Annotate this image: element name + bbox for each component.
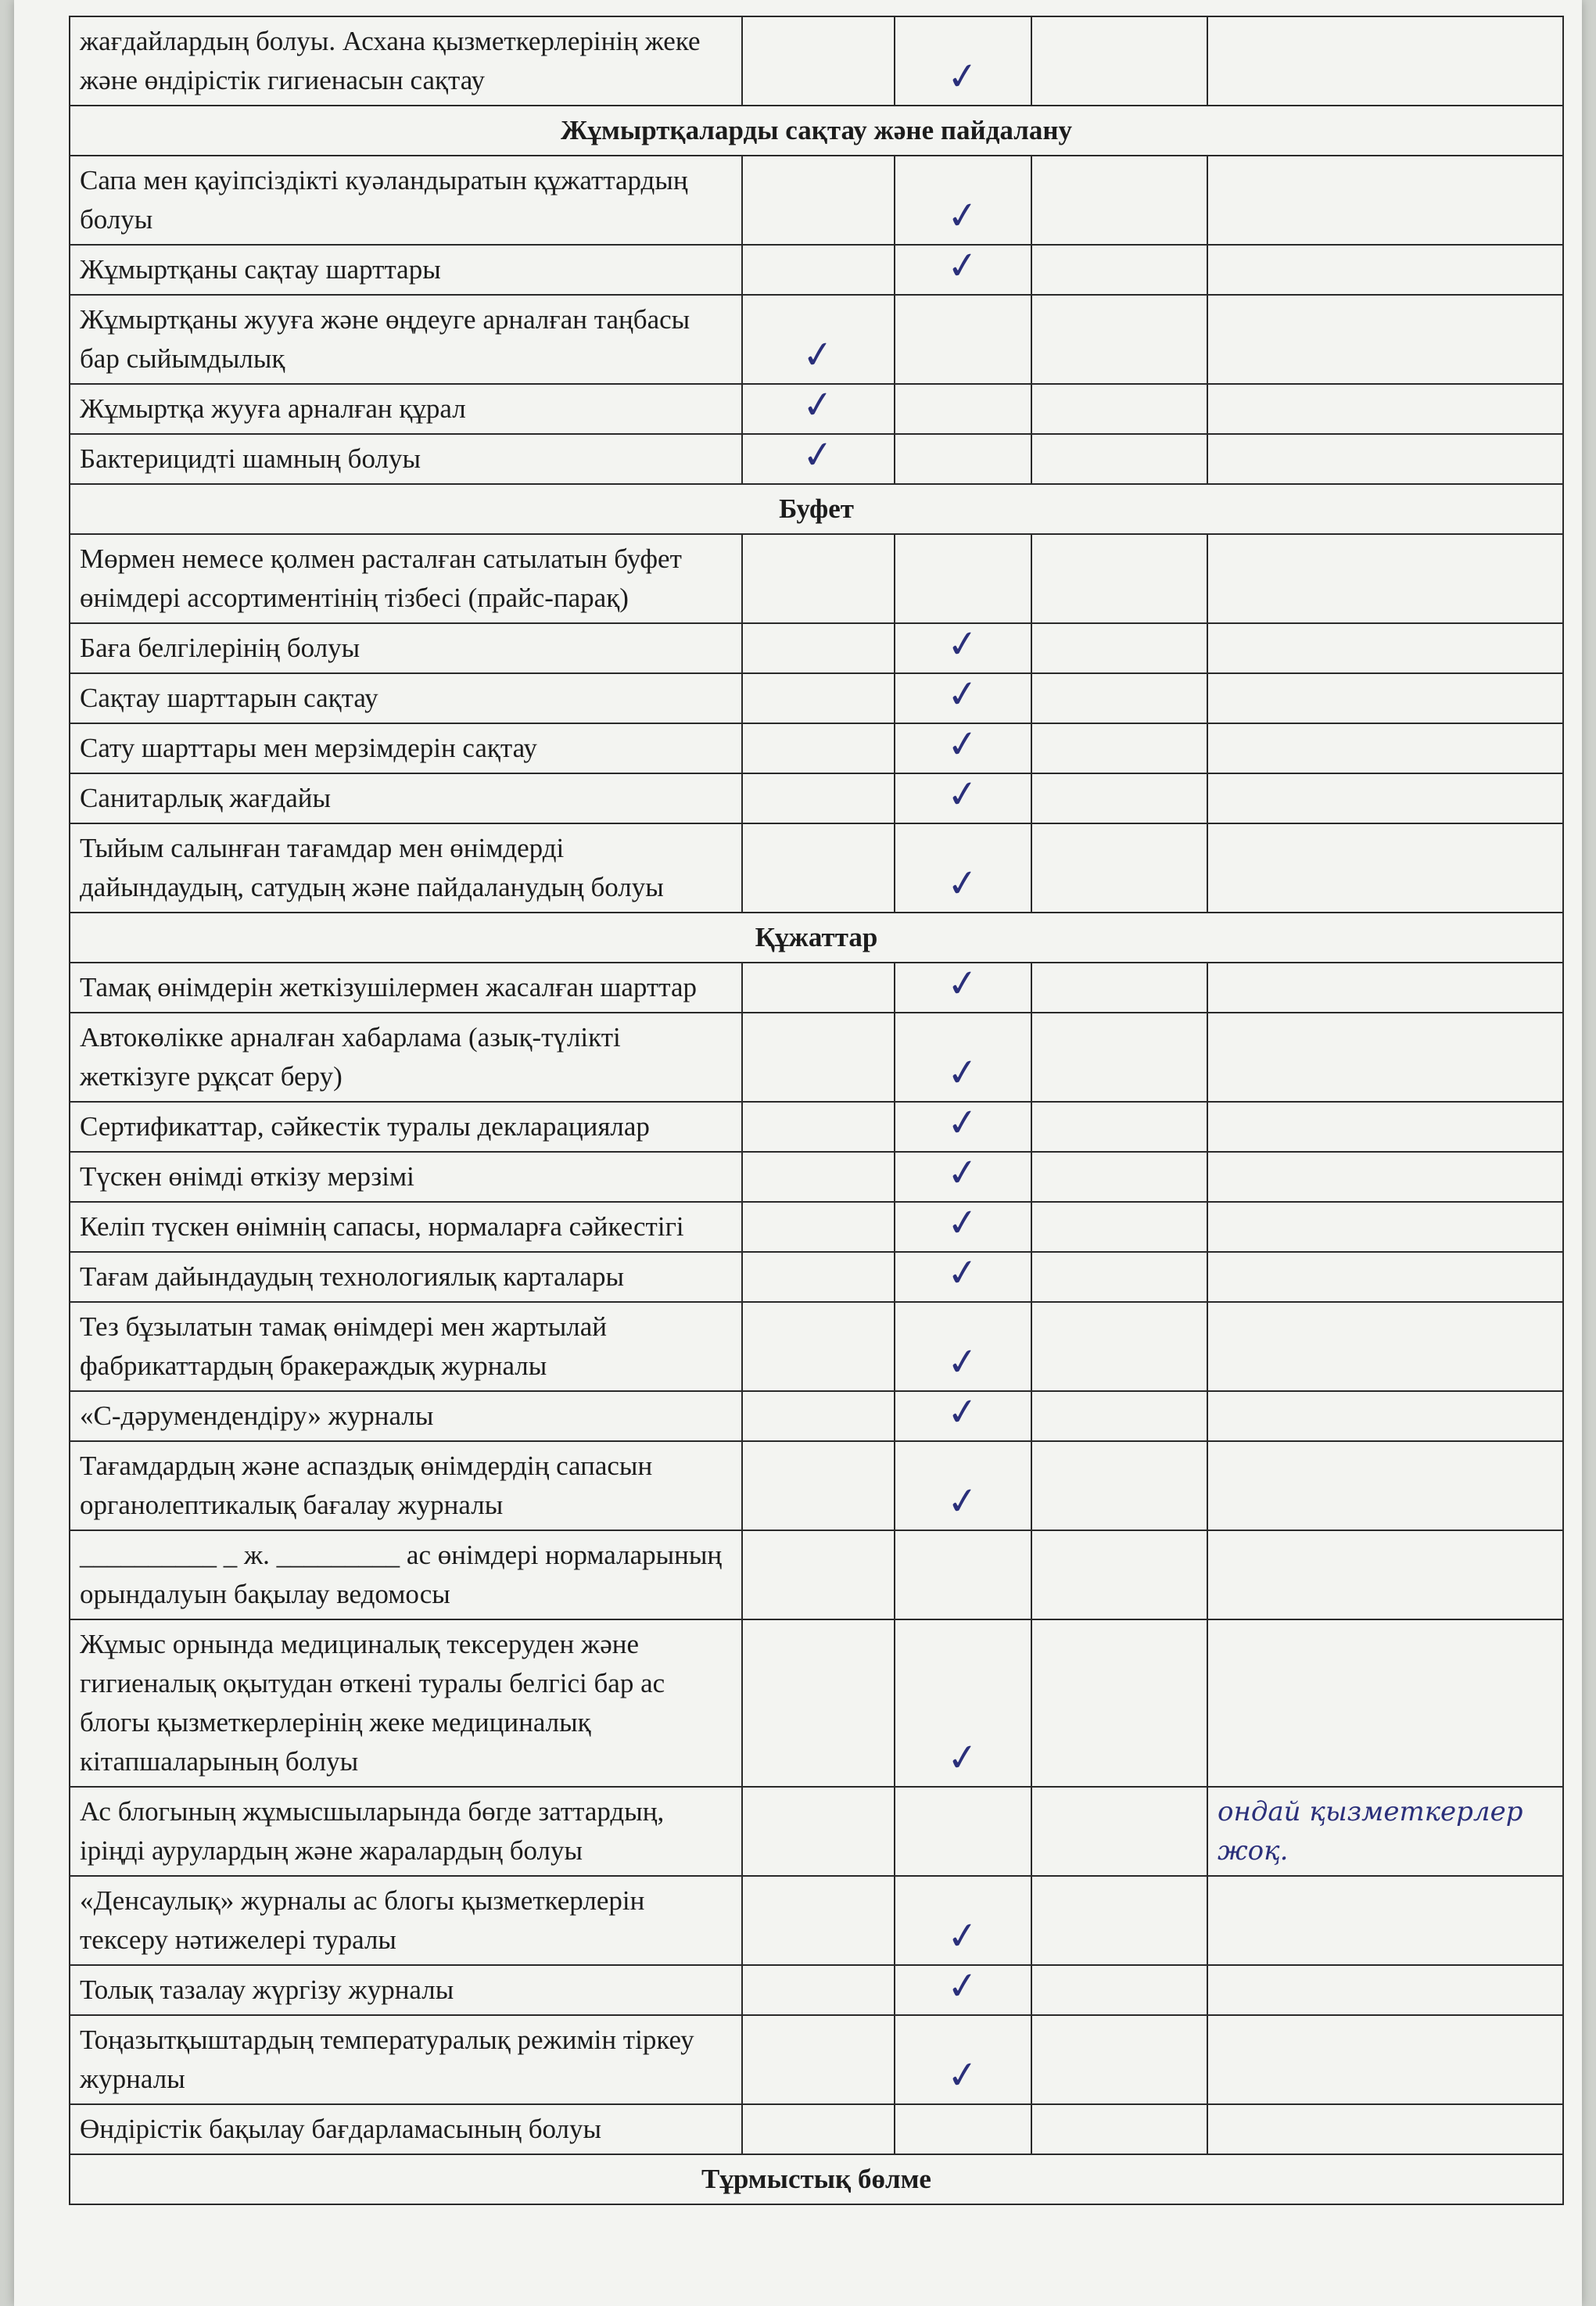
mark-cell-2	[895, 1202, 1031, 1252]
mark-cell-1	[742, 1876, 895, 1965]
criterion-text: Сапа мен қауіпсіздікті куәландыратын құжаттардың болуы	[70, 156, 742, 245]
mark-cell-3	[1031, 534, 1207, 623]
checkmark-icon: ✓	[945, 721, 981, 768]
table-row	[70, 673, 1563, 723]
table-row	[70, 963, 1563, 1013]
criterion-text: Түскен өнімді өткізу мерзімі	[70, 1152, 742, 1202]
mark-cell-2	[895, 1391, 1031, 1441]
mark-cell-1	[742, 1102, 895, 1152]
mark-cell-3	[1031, 1441, 1207, 1530]
table-row	[70, 723, 1563, 773]
criterion-text: Жұмыртқаны сақтау шарттары	[70, 245, 742, 295]
inspection-checklist-table	[69, 16, 1564, 2205]
checkmark-icon: ✓	[945, 1389, 981, 1436]
table-row	[70, 2104, 1563, 2154]
criterion-text: Тоңазытқыштардың температуралық режимін тіркеу журналы	[70, 2015, 742, 2104]
mark-cell-2	[895, 960, 1031, 1013]
checkmark-icon: ✓	[945, 771, 981, 818]
mark-cell-2	[895, 242, 1031, 295]
table-row	[70, 1013, 1563, 1102]
table-row	[70, 1252, 1563, 1302]
mark-cell-1	[742, 2015, 895, 2104]
criterion-text: Тағамдардың және аспаздық өнімдердің сапасын органолептикалық бағалау журналы	[70, 1441, 742, 1530]
table-row	[70, 434, 1563, 484]
mark-cell-3	[1031, 773, 1207, 823]
criterion-text: __________ _ ж. _________ ас өнімдері нормаларының орындалуын бақылау ведомосы	[70, 1530, 742, 1619]
table-row	[70, 245, 1563, 295]
mark-cell-2	[895, 534, 1031, 623]
note-cell	[1207, 723, 1563, 773]
mark-cell-2	[895, 1302, 1031, 1391]
mark-cell-1	[742, 1530, 895, 1619]
table-row	[70, 156, 1563, 245]
mark-cell-2	[895, 1619, 1031, 1787]
mark-cell-3	[1031, 1391, 1207, 1441]
mark-cell-2	[895, 1530, 1031, 1619]
note-cell	[1207, 245, 1563, 295]
mark-cell-2	[895, 773, 1031, 823]
criterion-text: Өндірістік бақылау бағдарламасының болуы	[70, 2104, 742, 2154]
criterion-text: Сақтау шарттарын сақтау	[70, 673, 742, 723]
note-cell	[1207, 1876, 1563, 1965]
mark-cell-3	[1031, 1252, 1207, 1302]
mark-cell-3	[1031, 2104, 1207, 2154]
mark-cell-2	[895, 2015, 1031, 2104]
table-row	[70, 823, 1563, 913]
note-cell	[1207, 1787, 1563, 1876]
criterion-text: Сертификаттар, сәйкестік туралы декларациялар	[70, 1102, 742, 1152]
note-cell	[1207, 623, 1563, 673]
note-cell	[1207, 1252, 1563, 1302]
mark-cell-1	[742, 2104, 895, 2154]
mark-cell-2	[895, 823, 1031, 913]
criterion-text: жағдайлардың болуы. Асхана қызметкерлерінің жеке және өндірістік гигиенасын сақтау	[70, 16, 742, 106]
mark-cell-1	[742, 384, 895, 434]
criterion-text: Келіп түскен өнімнің сапасы, нормаларға сәйкестігі	[70, 1202, 742, 1252]
checkmark-icon: ✓	[945, 1963, 981, 2010]
mark-cell-3	[1031, 1787, 1207, 1876]
section-header-row	[70, 2154, 1563, 2204]
criterion-text: Баға белгілерінің болуы	[70, 623, 742, 673]
criterion-text: Тағам дайындаудың технологиялық карталары	[70, 1252, 742, 1302]
mark-cell-2	[895, 1965, 1031, 2015]
criterion-text: Жұмыртқа жууға арналған құрал	[70, 384, 742, 434]
mark-cell-2	[895, 1876, 1031, 1965]
mark-cell-3	[1031, 823, 1207, 913]
checklist-rows	[70, 16, 1563, 2204]
mark-cell-3	[1031, 1876, 1207, 1965]
note-cell	[1207, 434, 1563, 484]
table-row	[70, 1152, 1563, 1202]
note-cell	[1207, 1391, 1563, 1441]
table-row	[70, 534, 1563, 623]
checkmark-icon: ✓	[945, 2052, 981, 2099]
mark-cell-3	[1031, 1013, 1207, 1102]
mark-cell-1	[742, 16, 895, 106]
mark-cell-2	[895, 384, 1031, 434]
mark-cell-2	[895, 1149, 1031, 1202]
checkmark-icon: ✓	[945, 1099, 981, 1146]
mark-cell-3	[1031, 156, 1207, 245]
table-row	[70, 1202, 1563, 1252]
mark-cell-2	[895, 1441, 1031, 1530]
checkmark-icon: ✓	[945, 1734, 981, 1781]
criterion-text: Тыйым салынған тағамдар мен өнімдерді дайындаудың, сатудың және пайдаланудың болуы	[70, 823, 742, 913]
table-row	[70, 16, 1563, 106]
note-cell	[1207, 384, 1563, 434]
section-header-row	[70, 106, 1563, 156]
criterion-text: Жұмыс орнында медициналық тексеруден және гигиеналық оқытудан өткені туралы белгісі бар ас блогы қызметкерлерінің жеке медициналық кітапшаларының болуы	[70, 1619, 742, 1787]
note-cell	[1207, 156, 1563, 245]
mark-cell-3	[1031, 963, 1207, 1013]
checkmark-icon: ✓	[945, 1049, 981, 1096]
checkmark-icon: ✓	[945, 1200, 981, 1246]
criterion-text: «Денсаулық» журналы ас блогы қызметкерлерін тексеру нәтижелері туралы	[70, 1876, 742, 1965]
mark-cell-1	[742, 1391, 895, 1441]
note-cell	[1207, 673, 1563, 723]
criterion-text: Толық тазалау жүргізу журналы	[70, 1965, 742, 2015]
mark-cell-3	[1031, 1202, 1207, 1252]
mark-cell-3	[1031, 1302, 1207, 1391]
table-row	[70, 1102, 1563, 1152]
section-header-row	[70, 913, 1563, 963]
mark-cell-1	[742, 963, 895, 1013]
checkmark-icon: ✓	[945, 242, 981, 289]
criterion-text: Автокөлікке арналған хабарлама (азық-түлікті жеткізуге рұқсат беру)	[70, 1013, 742, 1102]
criterion-text: Санитарлық жағдайы	[70, 773, 742, 823]
mark-cell-3	[1031, 623, 1207, 673]
mark-cell-3	[1031, 295, 1207, 384]
section-title: Құжаттар	[70, 913, 1563, 963]
mark-cell-3	[1031, 384, 1207, 434]
note-cell	[1207, 16, 1563, 106]
note-cell	[1207, 773, 1563, 823]
table-row	[70, 1391, 1563, 1441]
section-header-row	[70, 484, 1563, 534]
checkmark-icon: ✓	[945, 1149, 981, 1196]
note-cell	[1207, 823, 1563, 913]
note-cell	[1207, 1530, 1563, 1619]
mark-cell-1	[742, 1252, 895, 1302]
mark-cell-2	[895, 16, 1031, 106]
mark-cell-3	[1031, 434, 1207, 484]
criterion-text: Бактерицидті шамның болуы	[70, 434, 742, 484]
mark-cell-2	[895, 295, 1031, 384]
handwritten-note: ондай қызметкерлер жоқ.	[1218, 1796, 1523, 1867]
mark-cell-1	[742, 156, 895, 245]
criterion-text: Сату шарттары мен мерзімдерін сақтау	[70, 723, 742, 773]
table-row	[70, 1530, 1563, 1619]
mark-cell-3	[1031, 1530, 1207, 1619]
mark-cell-2	[895, 673, 1031, 723]
mark-cell-2	[895, 1252, 1031, 1302]
note-cell	[1207, 1965, 1563, 2015]
checkmark-icon: ✓	[800, 432, 837, 479]
note-cell	[1207, 1441, 1563, 1530]
checkmark-icon: ✓	[800, 332, 837, 378]
table-row	[70, 384, 1563, 434]
note-cell	[1207, 1102, 1563, 1152]
checkmark-icon: ✓	[945, 1478, 981, 1525]
criterion-text: Тамақ өнімдерін жеткізушілермен жасалған шарттар	[70, 963, 742, 1013]
checkmark-icon: ✓	[800, 382, 837, 429]
mark-cell-1	[742, 1013, 895, 1102]
mark-cell-2	[895, 1787, 1031, 1876]
note-cell	[1207, 2015, 1563, 2104]
table-row	[70, 1787, 1563, 1876]
criterion-text: «С-дәрумендендіру» журналы	[70, 1391, 742, 1441]
mark-cell-1	[742, 1787, 895, 1876]
section-title: Тұрмыстық бөлме	[70, 2154, 1563, 2204]
table-row	[70, 1302, 1563, 1391]
mark-cell-1	[742, 1302, 895, 1391]
note-cell	[1207, 1202, 1563, 1252]
mark-cell-3	[1031, 673, 1207, 723]
checkmark-icon: ✓	[945, 1339, 981, 1386]
mark-cell-1	[742, 673, 895, 723]
note-cell	[1207, 1619, 1563, 1787]
note-cell	[1207, 2104, 1563, 2154]
mark-cell-3	[1031, 16, 1207, 106]
note-cell	[1207, 295, 1563, 384]
mark-cell-1	[742, 1965, 895, 2015]
mark-cell-2	[895, 1099, 1031, 1152]
table-row	[70, 2015, 1563, 2104]
table-row	[70, 1965, 1563, 2015]
table-row	[70, 1876, 1563, 1965]
note-cell	[1207, 534, 1563, 623]
mark-cell-2	[895, 623, 1031, 673]
mark-cell-3	[1031, 1152, 1207, 1202]
mark-cell-2	[895, 434, 1031, 484]
mark-cell-1	[742, 623, 895, 673]
mark-cell-1	[742, 1619, 895, 1787]
mark-cell-2	[895, 2104, 1031, 2154]
mark-cell-1	[742, 773, 895, 823]
mark-cell-1	[742, 295, 895, 384]
mark-cell-3	[1031, 245, 1207, 295]
mark-cell-1	[742, 823, 895, 913]
table-row	[70, 1619, 1563, 1787]
checkmark-icon: ✓	[945, 960, 981, 1007]
mark-cell-1	[742, 723, 895, 773]
mark-cell-3	[1031, 1965, 1207, 2015]
mark-cell-1	[742, 434, 895, 484]
checkmark-icon: ✓	[945, 53, 981, 100]
mark-cell-1	[742, 245, 895, 295]
table-row	[70, 623, 1563, 673]
table-row	[70, 773, 1563, 823]
criterion-text: Жұмыртқаны жууға және өңдеуге арналған таңбасы бар сыйымдылық	[70, 295, 742, 384]
criterion-text: Мөрмен немесе қолмен расталған сатылатын буфет өнімдері ассортиментінің тізбесі (прайс-парақ)	[70, 534, 742, 623]
mark-cell-3	[1031, 1619, 1207, 1787]
document-page	[14, 0, 1582, 2306]
checkmark-icon: ✓	[945, 860, 981, 907]
checkmark-icon: ✓	[945, 1250, 981, 1296]
criterion-text: Тез бұзылатын тамақ өнімдері мен жартылай фабрикаттардың бракераждық журналы	[70, 1302, 742, 1391]
note-cell	[1207, 963, 1563, 1013]
mark-cell-1	[742, 1202, 895, 1252]
table-row	[70, 295, 1563, 384]
mark-cell-1	[742, 1152, 895, 1202]
section-title: Буфет	[70, 484, 1563, 534]
criterion-text: Ас блогының жұмысшыларында бөгде заттардың, іріңді аурулардың және жаралардың болуы	[70, 1787, 742, 1876]
checkmark-icon: ✓	[945, 1913, 981, 1960]
checkmark-icon: ✓	[945, 671, 981, 718]
mark-cell-3	[1031, 723, 1207, 773]
table-row	[70, 1441, 1563, 1530]
mark-cell-2	[895, 1013, 1031, 1102]
note-cell	[1207, 1152, 1563, 1202]
mark-cell-3	[1031, 1102, 1207, 1152]
note-cell	[1207, 1013, 1563, 1102]
checkmark-icon: ✓	[945, 621, 981, 668]
mark-cell-1	[742, 1441, 895, 1530]
mark-cell-1	[742, 534, 895, 623]
mark-cell-2	[895, 156, 1031, 245]
mark-cell-2	[895, 723, 1031, 773]
note-cell	[1207, 1302, 1563, 1391]
section-title: Жұмыртқаларды сақтау және пайдалану	[70, 106, 1563, 156]
mark-cell-3	[1031, 2015, 1207, 2104]
checkmark-icon: ✓	[945, 192, 981, 239]
